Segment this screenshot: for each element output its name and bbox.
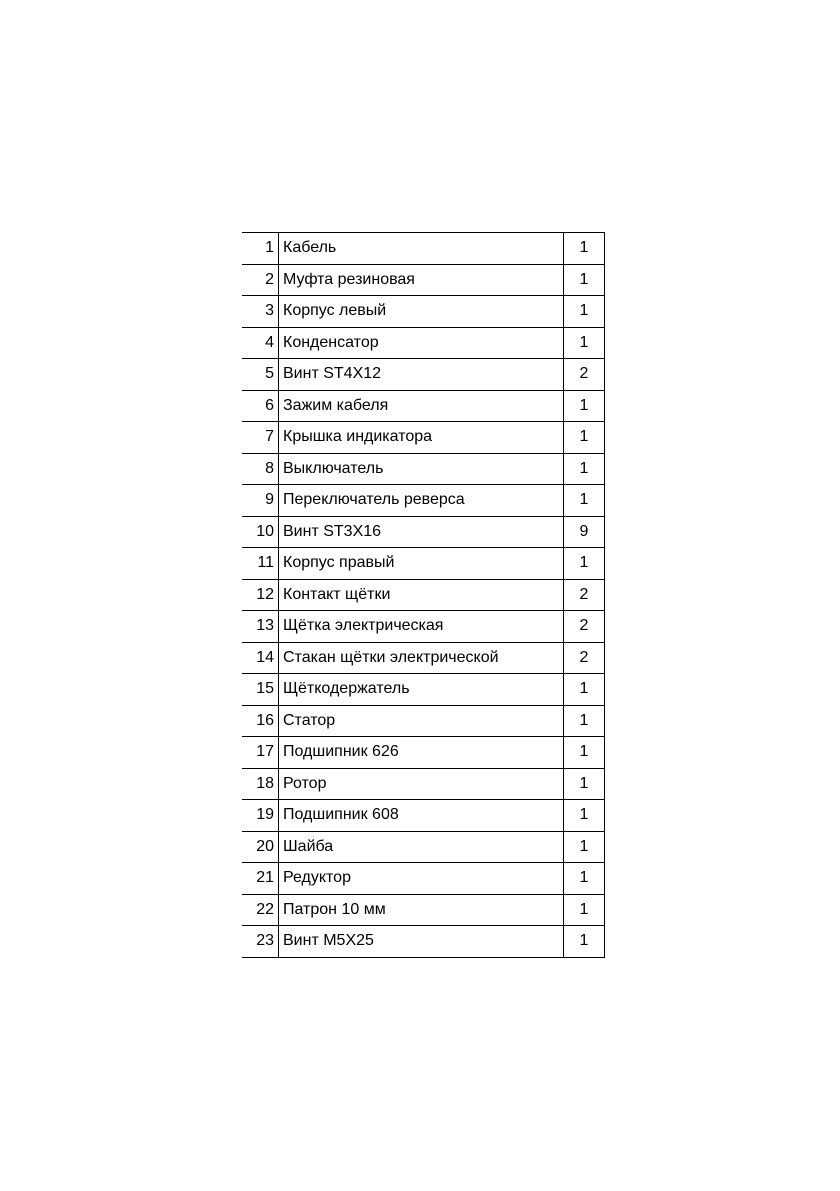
table-row <box>242 768 605 800</box>
table-row <box>242 800 605 832</box>
row-number: 14 <box>242 642 279 674</box>
row-number: 17 <box>242 737 279 769</box>
row-number: 11 <box>242 548 279 580</box>
part-name: Кабель <box>279 233 564 265</box>
part-quantity: 1 <box>564 264 605 296</box>
part-quantity: 2 <box>564 579 605 611</box>
row-number: 2 <box>242 264 279 296</box>
part-name: Корпус левый <box>279 296 564 328</box>
row-number: 20 <box>242 831 279 863</box>
row-number: 1 <box>242 233 279 265</box>
part-quantity: 1 <box>564 863 605 895</box>
row-number: 15 <box>242 674 279 706</box>
row-number: 12 <box>242 579 279 611</box>
table-row <box>242 831 605 863</box>
row-number: 5 <box>242 359 279 391</box>
part-name: Шайба <box>279 831 564 863</box>
row-number: 6 <box>242 390 279 422</box>
part-name: Винт M5X25 <box>279 926 564 958</box>
row-number: 10 <box>242 516 279 548</box>
row-number: 19 <box>242 800 279 832</box>
part-quantity: 1 <box>564 674 605 706</box>
part-quantity: 1 <box>564 894 605 926</box>
part-quantity: 1 <box>564 548 605 580</box>
table-row <box>242 453 605 485</box>
part-name: Переключатель реверса <box>279 485 564 517</box>
part-name: Корпус правый <box>279 548 564 580</box>
part-quantity: 2 <box>564 359 605 391</box>
table-row <box>242 359 605 391</box>
part-name: Муфта резиновая <box>279 264 564 296</box>
row-number: 21 <box>242 863 279 895</box>
part-name: Статор <box>279 705 564 737</box>
part-name: Зажим кабеля <box>279 390 564 422</box>
part-quantity: 1 <box>564 327 605 359</box>
table-row <box>242 674 605 706</box>
table-row <box>242 926 605 958</box>
row-number: 3 <box>242 296 279 328</box>
row-number: 18 <box>242 768 279 800</box>
part-name: Ротор <box>279 768 564 800</box>
table-row <box>242 705 605 737</box>
part-quantity: 1 <box>564 233 605 265</box>
part-quantity: 1 <box>564 768 605 800</box>
part-quantity: 1 <box>564 485 605 517</box>
table-row <box>242 485 605 517</box>
table-row <box>242 894 605 926</box>
table-row <box>242 296 605 328</box>
part-quantity: 9 <box>564 516 605 548</box>
part-quantity: 1 <box>564 422 605 454</box>
part-quantity: 1 <box>564 453 605 485</box>
table-row <box>242 611 605 643</box>
part-name: Контакт щётки <box>279 579 564 611</box>
part-name: Редуктор <box>279 863 564 895</box>
table-row <box>242 737 605 769</box>
part-quantity: 2 <box>564 642 605 674</box>
part-name: Выключатель <box>279 453 564 485</box>
part-quantity: 1 <box>564 705 605 737</box>
table-row <box>242 642 605 674</box>
row-number: 23 <box>242 926 279 958</box>
table-row <box>242 548 605 580</box>
row-number: 8 <box>242 453 279 485</box>
row-number: 22 <box>242 894 279 926</box>
part-name: Щёткодержатель <box>279 674 564 706</box>
part-name: Винт ST4X12 <box>279 359 564 391</box>
table-row <box>242 422 605 454</box>
part-quantity: 1 <box>564 390 605 422</box>
part-name: Подшипник 608 <box>279 800 564 832</box>
row-number: 4 <box>242 327 279 359</box>
part-quantity: 1 <box>564 926 605 958</box>
table-row <box>242 516 605 548</box>
part-quantity: 1 <box>564 800 605 832</box>
table-row <box>242 863 605 895</box>
row-number: 16 <box>242 705 279 737</box>
row-number: 13 <box>242 611 279 643</box>
part-name: Щётка электрическая <box>279 611 564 643</box>
parts-table-body <box>242 233 605 958</box>
parts-table <box>242 232 605 958</box>
table-row <box>242 327 605 359</box>
part-name: Патрон 10 мм <box>279 894 564 926</box>
part-name: Винт ST3X16 <box>279 516 564 548</box>
part-name: Конденсатор <box>279 327 564 359</box>
part-quantity: 1 <box>564 737 605 769</box>
table-row <box>242 233 605 265</box>
row-number: 7 <box>242 422 279 454</box>
row-number: 9 <box>242 485 279 517</box>
table-row <box>242 390 605 422</box>
part-name: Крышка индикатора <box>279 422 564 454</box>
table-row <box>242 579 605 611</box>
part-quantity: 1 <box>564 831 605 863</box>
part-quantity: 2 <box>564 611 605 643</box>
table-row <box>242 264 605 296</box>
part-name: Подшипник 626 <box>279 737 564 769</box>
part-name: Стакан щётки электрической <box>279 642 564 674</box>
part-quantity: 1 <box>564 296 605 328</box>
